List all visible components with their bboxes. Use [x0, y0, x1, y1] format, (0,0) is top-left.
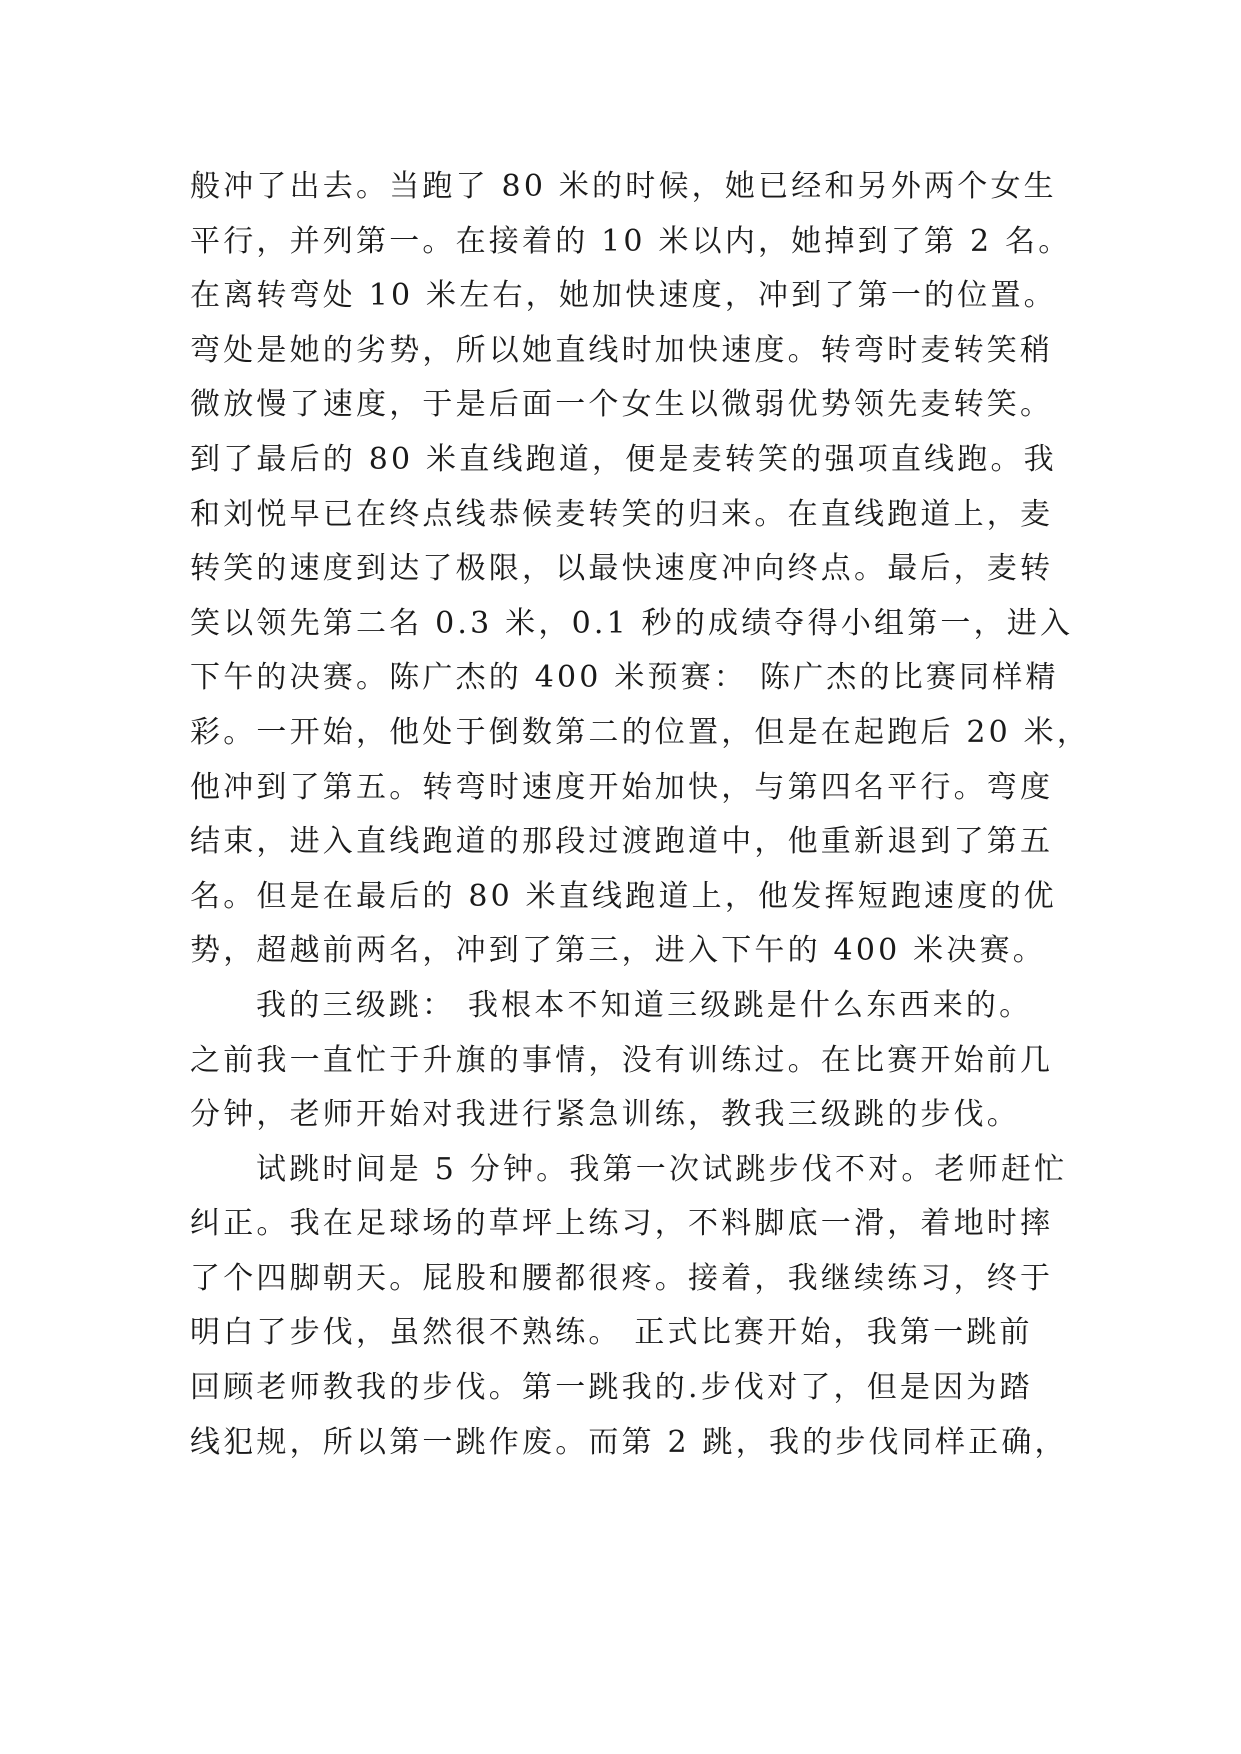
text-line: 结束，进入直线跑道的那段过渡跑道中，他重新退到了第五 — [190, 824, 1054, 860]
text-line: 线犯规，所以第一跳作废。而第 2 跳，我的步伐同样正确， — [190, 1424, 1068, 1460]
text-line: 了个四脚朝天。屁股和腰都很疼。接着，我继续练习，终于 — [190, 1260, 1054, 1296]
text-line: 转笑的速度到达了极限，以最快速度冲向终点。最后，麦转 — [190, 551, 1054, 587]
text-line: 微放慢了速度，于是后面一个女生以微弱优势领先麦转笑。 — [190, 387, 1054, 423]
text-line: 弯处是她的劣势，所以她直线时加快速度。转弯时麦转笑稍 — [190, 332, 1054, 368]
text-line: 之前我一直忙于升旗的事情，没有训练过。在比赛开始前几 — [190, 1042, 1054, 1078]
text-line: 纠正。我在足球场的草坪上练习，不料脚底一滑，着地时摔 — [190, 1206, 1054, 1242]
text-line: 回顾老师教我的步伐。第一跳我的.步伐对了，但是因为踏 — [190, 1370, 1033, 1406]
text-line: 在离转弯处 10 米左右，她加快速度，冲到了第一的位置。 — [190, 278, 1057, 314]
text-line: 平行，并列第一。在接着的 10 米以内，她掉到了第 2 名。 — [190, 223, 1072, 259]
text-line: 我的三级跳： 我根本不知道三级跳是什么东西来的。 — [256, 987, 1033, 1023]
text-line: 般冲了出去。当跑了 80 米的时候，她已经和另外两个女生 — [190, 169, 1057, 204]
text-line: 彩。一开始，他处于倒数第二的位置，但是在起跑后 20 米， — [190, 714, 1091, 750]
text-line: 明白了步伐，虽然很不熟练。 正式比赛开始，我第一跳前 — [190, 1315, 1033, 1351]
text-line: 他冲到了第五。转弯时速度开始加快，与第四名平行。弯度 — [190, 769, 1054, 805]
text-line: 名。但是在最后的 80 米直线跑道上，他发挥短跑速度的优 — [190, 878, 1057, 914]
text-line: 笑以领先第二名 0.3 米，0.1 秒的成绩夺得小组第一，进入 — [190, 605, 1074, 641]
document-body — [190, 160, 1091, 1470]
text-line: 到了最后的 80 米直线跑道，便是麦转笑的强项直线跑。我 — [190, 441, 1057, 477]
text-line: 下午的决赛。陈广杰的 400 米预赛： 陈广杰的比赛同样精 — [190, 660, 1059, 696]
text-line: 势，超越前两名，冲到了第三，进入下午的 400 米决赛。 — [190, 933, 1046, 969]
text-line: 和刘悦早已在终点线恭候麦转笑的归来。在直线跑道上，麦 — [190, 496, 1054, 532]
text-line: 试跳时间是 5 分钟。我第一次试跳步伐不对。老师赶忙 — [256, 1151, 1068, 1187]
text-line: 分钟，老师开始对我进行紧急训练，教我三级跳的步伐。 — [190, 1097, 1020, 1133]
